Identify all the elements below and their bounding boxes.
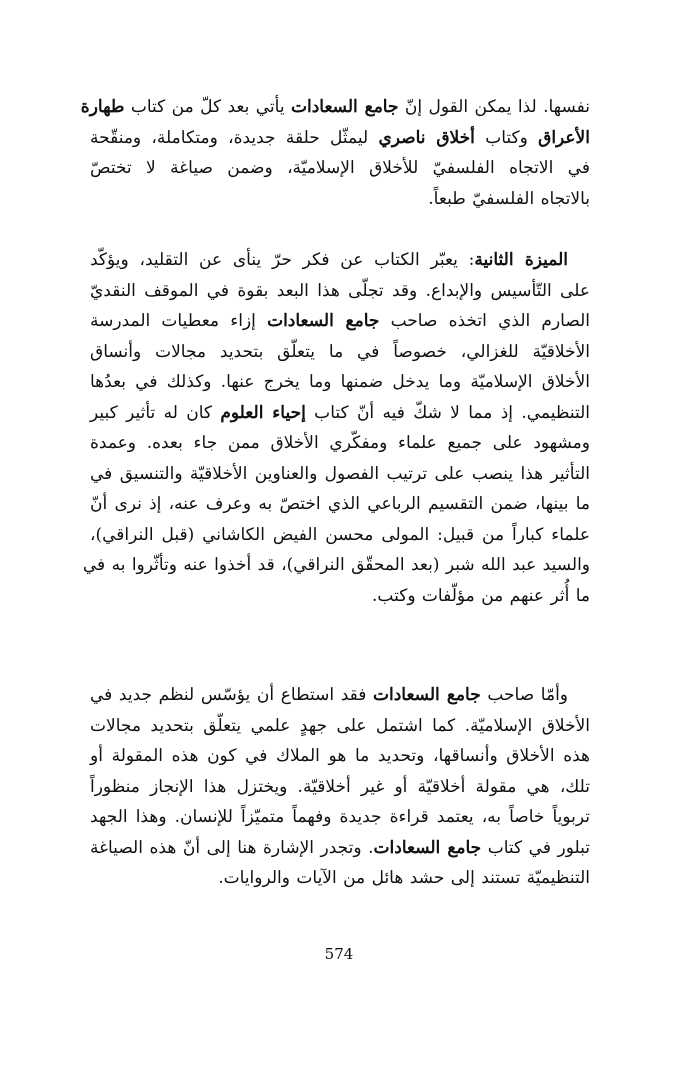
text-line: الميزة الثانية: يعبّر الكتاب عن فكر حرّ ينأى عن التقليد، ويؤكّد (90, 250, 568, 270)
text-line: الأعراق وكتاب أخلاق ناصري ليمثّل حلقة جديدة، ومتكاملة، ومنقّحة (90, 127, 590, 148)
text-line: ما بينها، ضمن التقسيم الرباعي الذي اختصّ به وعرف عنه، إذ نرى أنّ (90, 494, 590, 514)
paragraph-1 (80, 92, 590, 214)
text-line: الأخلاق الإسلاميّة وما يدخل ضمنها وما يخرج عنها. وكذلك في بعدُها (90, 372, 590, 392)
bold-title: جامع السعادات (290, 97, 399, 117)
text-line: تلك، هي مقولة أخلاقيّة أو غير أخلاقيّة. ويختزل هذا الإنجاز منظوراً (90, 776, 590, 797)
paragraph-3 (90, 680, 590, 894)
text-line: هذه الأخلاق وأنساقها، وتحديد ما هو الملاك في كون هذه المقولة أو (90, 746, 590, 766)
bold-title: جامع السعادات (373, 837, 482, 858)
text-line: بالاتجاه الفلسفيّ طبعاً. (428, 188, 590, 209)
text-line: وأمّا صاحب جامع السعادات فقد استطاع أن يؤسّس لنظم جديد في (90, 685, 569, 705)
bold-title: إحياء العلوم (220, 402, 306, 423)
text-line: التنظيمي. إذ مما لا شكّ فيه أنّ كتاب إحياء العلوم كان له تأثير كبير (90, 402, 590, 423)
bold-title: الأعراق (538, 127, 590, 148)
text-line: تبلور في كتاب جامع السعادات. وتجدر الإشارة هنا إلى أنّ هذه الصياغة (90, 837, 591, 858)
bold-title: الميزة الثانية (474, 250, 568, 270)
text-line: ما أُثر عنهم من مؤلّفات وكتب. (372, 585, 590, 606)
text-line: علماء كباراً من قبيل: المولى محسن الفيض الكاشاني (قبل النراقي)، (90, 524, 590, 545)
text-line: الأخلاقيّة للغزالي، خصوصاً في ما يتعلّق بتحديد مجالات وأنساق (90, 341, 590, 362)
text-line: تربوياً خاصاً به، يعتمد قراءة جديدة وفهماً متميّزاً للإنسان. وهذا الجهد (90, 807, 590, 827)
text-line: على التّأسيس والإبداع. وقد تجلّى هذا البعد بقوة في الموقف النقديّ (90, 280, 590, 301)
paragraph-2 (82, 245, 590, 611)
page-number: 574 (324, 945, 354, 963)
text-line: الأخلاق الإسلاميّة. كما اشتمل على جهدٍ علمي يتعلّق بتحديد مجالات (90, 715, 590, 736)
text-line: والسيد عبد الله شبر (بعد المحقّق النراقي)، قد أخذوا عنه وتأثّروا به في (82, 555, 590, 575)
text-line: الصارم الذي اتخذه صاحب جامع السعادات إزاء معطيات المدرسة (90, 311, 590, 331)
text-line: التنظيميّة تستند إلى حشد هائل من الآيات والروايات. (218, 868, 590, 888)
bold-title: جامع السعادات (372, 685, 481, 705)
bold-title: جامع السعادات (267, 311, 380, 331)
text-line: التأثير هذا ينصب على ترتيب الفصول والعناوين الأخلاقيّة والتنسيق في (90, 463, 590, 484)
text-line: في الاتجاه الفلسفيّ للأخلاق الإسلاميّة، وضمن صياغة لا تختصّ (90, 158, 590, 178)
bold-title: طهارة (80, 97, 125, 117)
text-line: نفسها. لذا يمكن القول إنّ جامع السعادات يأتي بعد كلّ من كتاب طهارة (80, 97, 590, 117)
text-line: ومشهود على جميع علماء ومفكّري الأخلاق ممن جاء بعده. وعمدة (90, 433, 590, 453)
bold-title: أخلاق ناصري (378, 127, 475, 148)
